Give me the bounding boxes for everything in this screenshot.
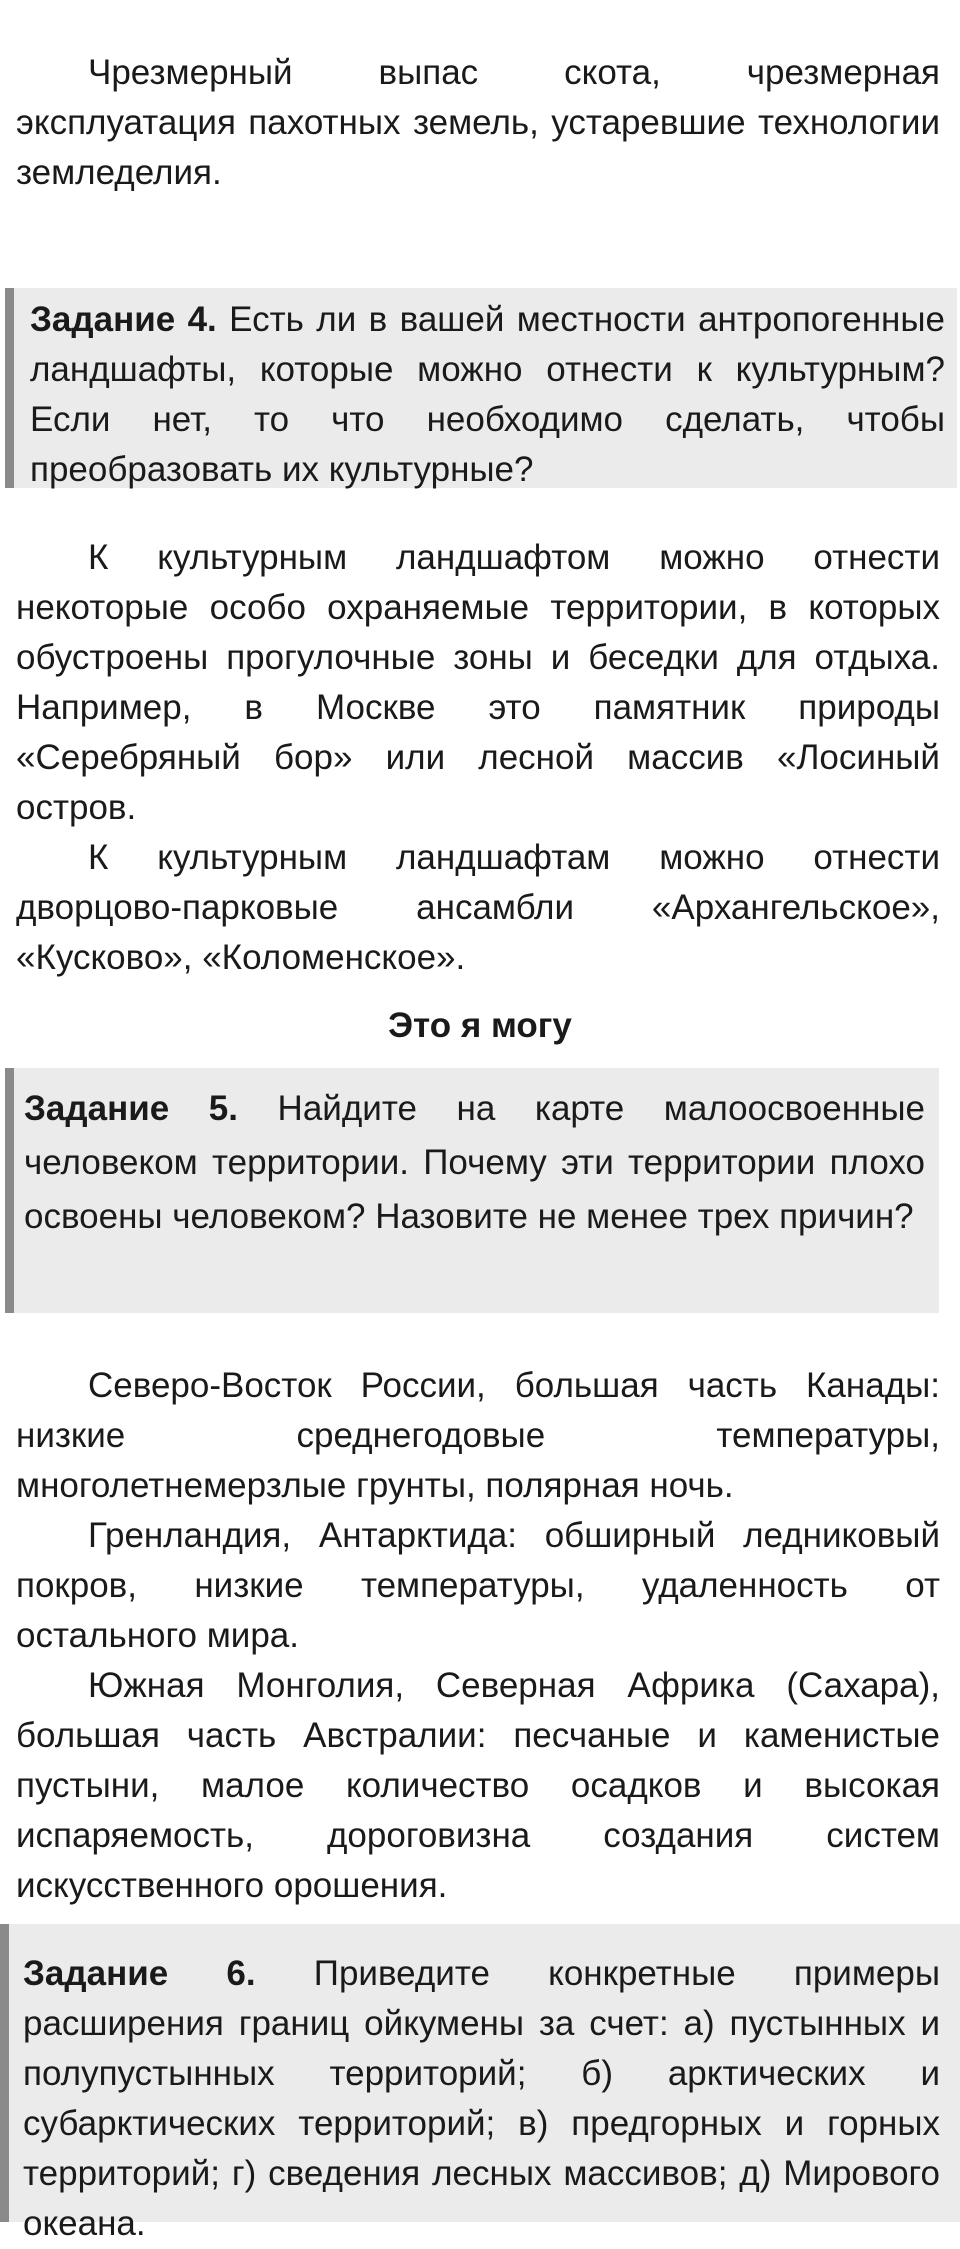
task-6-text: [23, 1949, 940, 2249]
task-5-box: [5, 1068, 939, 1313]
task-4-box: [5, 288, 957, 488]
task-4-question: Есть ли в вашей местности антропогенные ландшафты, которые можно отнести к культурным? Если нет, то что необходимо сделать, чтобы преобразовать их культурные?: [30, 300, 945, 489]
intro-paragraph: Чрезмерный выпас скота, чрезмерная эксплуатация пахотных земель, устаревшие технологии земледелия.: [16, 53, 940, 192]
task-6-label: Задание 6.: [23, 1954, 256, 1993]
answer-4-paragraph-2: К культурным ландшафтам можно отнести дворцово-парковые ансамбли «Архангельское», «Кусково», «Коломенское».: [16, 838, 940, 977]
task-6-question: Приведите конкретные примеры расширения границ ойкумены за счет: а) пустынных и полупустынных территорий; б) арктических и субарктических территорий; в) предгорных и горных территорий; г) сведения лесных массивов; д) Мирового океана.: [23, 1954, 941, 2243]
task-5-label: Задание 5.: [24, 1089, 238, 1128]
answer-4-section: [16, 533, 940, 983]
section-heading: Это я могу: [388, 1006, 572, 1045]
task-4-label: Задание 4.: [30, 300, 217, 339]
task-4-text: [30, 295, 945, 495]
intro-section: [16, 48, 940, 198]
answer-5-paragraph-3: Южная Монголия, Северная Африка (Сахара), большая часть Австралии: песчаные и каменистые пустыни, малое количество осадков и высокая испаряемость, дороговизна создания систем искусственного орошения.: [16, 1666, 940, 1905]
task-5-text: [24, 1082, 925, 1244]
answer-5-paragraph-2: Гренландия, Антарктида: обширный ледниковый покров, низкие температуры, удаленность от остального мира.: [16, 1516, 940, 1655]
answer-4-paragraph-1: К культурным ландшафтом можно отнести некоторые особо охраняемые территории, в которых обустроены прогулочные зоны и беседки для отдыха. Например, в Москве это памятник природы «Серебряный бор» или лесной массив «Лосиный остров.: [16, 538, 940, 827]
task-6-box: [0, 1924, 960, 2243]
task-5-question: Найдите на карте малоосвоенные человеком территории. Почему эти территории плохо освоены человеком? Назовите не менее трех причин?: [24, 1089, 925, 1236]
answer-5-section: [16, 1361, 940, 1911]
answer-5-paragraph-1: Северо-Восток России, большая часть Канады: низкие среднегодовые температуры, многолетнемерзлые грунты, полярная ночь.: [16, 1366, 940, 1505]
